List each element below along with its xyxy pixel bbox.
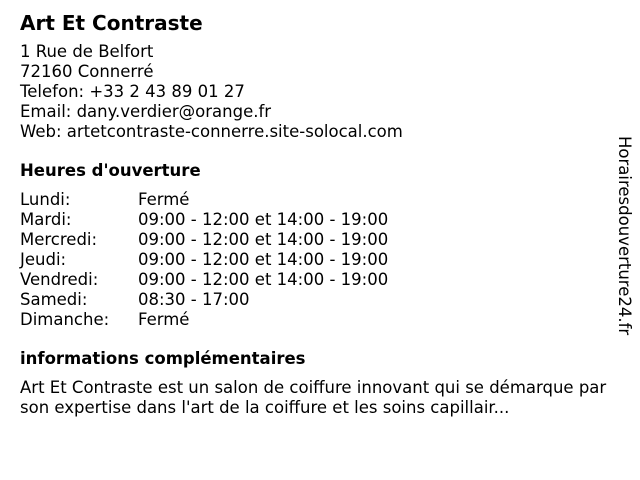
hours-time: Fermé xyxy=(138,190,190,209)
business-description: Art Et Contraste est un salon de coiffure innovant qui se démarque par son expertise dans l'art de la coiffure et les soins capillair... xyxy=(20,378,607,417)
hours-day: Vendredi: xyxy=(20,270,99,289)
phone-text: Telefon: +33 2 43 89 01 27 xyxy=(20,82,245,101)
hours-row-lundi xyxy=(20,190,620,210)
business-card xyxy=(20,10,620,418)
hours-day: Lundi: xyxy=(20,190,71,209)
opening-hours-heading: Heures d'ouverture xyxy=(20,161,201,180)
hours-time: 09:00 - 12:00 et 14:00 - 19:00 xyxy=(138,230,389,249)
hours-day: Samedi: xyxy=(20,290,88,309)
hours-day: Mardi: xyxy=(20,210,72,229)
hours-time: 09:00 - 12:00 et 14:00 - 19:00 xyxy=(138,270,389,289)
website-text: Web: artetcontraste-connerre.site-solocal.com xyxy=(20,122,403,141)
opening-hours-table xyxy=(20,190,620,330)
hours-day: Mercredi: xyxy=(20,230,98,249)
hours-row-samedi xyxy=(20,290,620,310)
hours-day: Dimanche: xyxy=(20,310,110,329)
hours-time: 09:00 - 12:00 et 14:00 - 19:00 xyxy=(138,250,389,269)
hours-row-mercredi xyxy=(20,230,620,250)
email-text: Email: dany.verdier@orange.fr xyxy=(20,102,272,121)
hours-time: 09:00 - 12:00 et 14:00 - 19:00 xyxy=(138,210,389,229)
business-name: Art Et Contraste xyxy=(20,11,203,35)
site-brand-watermark: Horairesdouverture24.fr xyxy=(615,136,634,336)
additional-info-heading: informations complémentaires xyxy=(20,349,306,368)
hours-day: Jeudi: xyxy=(20,250,67,269)
hours-row-dimanche xyxy=(20,310,620,330)
hours-time: 08:30 - 17:00 xyxy=(138,290,250,309)
hours-time: Fermé xyxy=(138,310,190,329)
hours-row-vendredi xyxy=(20,270,620,290)
hours-row-mardi xyxy=(20,210,620,230)
hours-row-jeudi xyxy=(20,250,620,270)
address-line-1: 1 Rue de Belfort xyxy=(20,42,154,61)
address-line-2: 72160 Connerré xyxy=(20,62,154,81)
